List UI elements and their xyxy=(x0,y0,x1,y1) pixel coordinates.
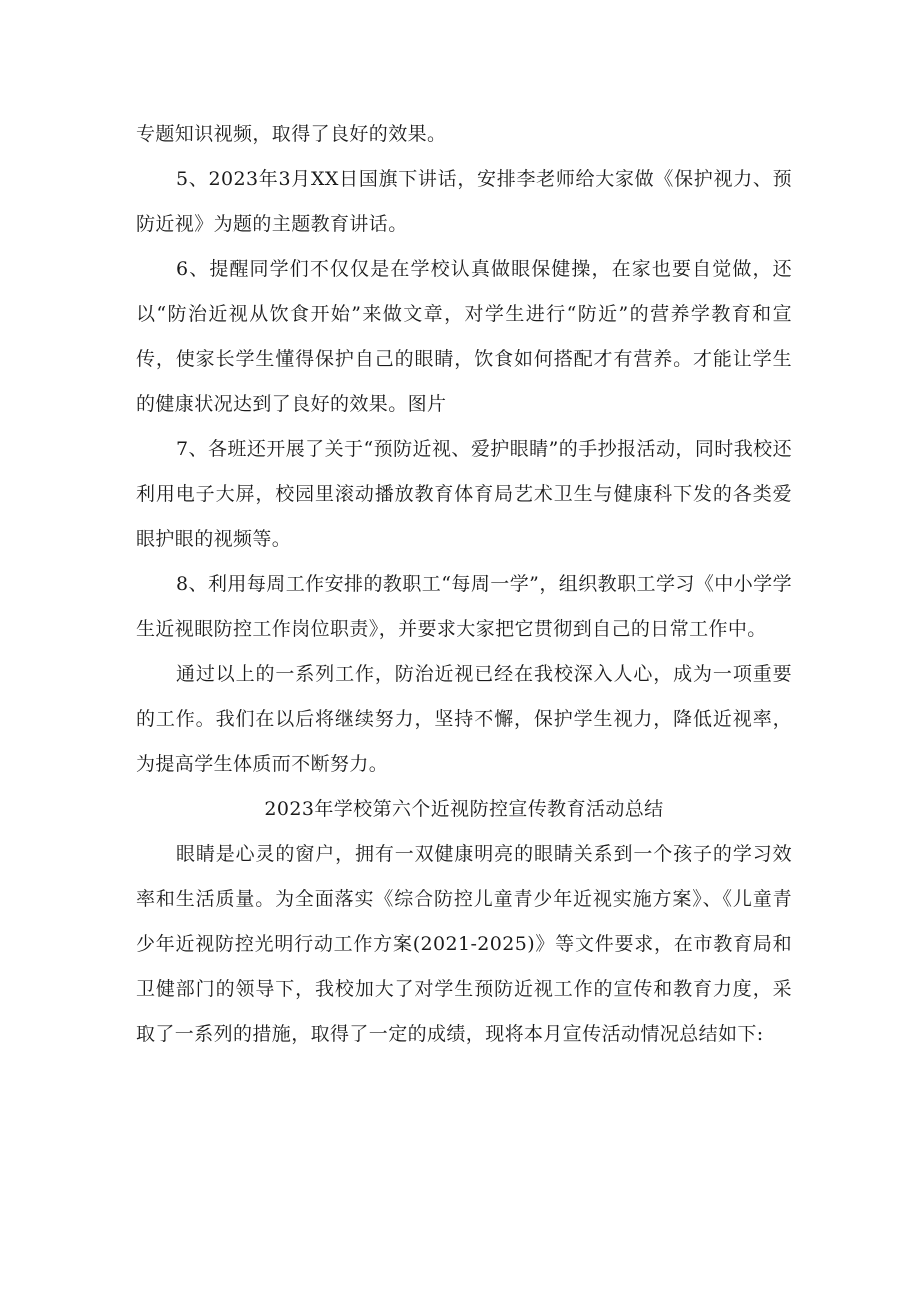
paragraph-item-6: 6、提醒同学们不仅仅是在学校认真做眼保健操，在家也要自觉做，还以“防治近视从饮食开始”来做文章，对学生进行“防近”的营养学教育和宣传，使家长学生懂得保护自己的眼睛，饮食如何搭配才有营养。才能让学生的健康状况达到了良好的效果。图片 xyxy=(136,258,792,415)
paragraph-item-5: 5、2023年3月XX日国旗下讲话，安排李老师给大家做《保护视力、预防近视》为题的主题教育讲话。 xyxy=(136,168,792,235)
paragraph-continued: 专题知识视频，取得了良好的效果。 xyxy=(136,123,447,145)
paragraph-intro: 眼睛是心灵的窗户，拥有一双健康明亮的眼睛关系到一个孩子的学习效率和生活质量。为全面落实《综合防控儿童青少年近视实施方案》、《儿童青少年近视防控光明行动工作方案(2021-2025)》等文件要求，在市教育局和卫健部门的领导下，我校加大了对学生预防近视工作的宣传和教育力度，采取了一系列的措施，取得了一定的成绩，现将本月宣传活动情况总结如下: xyxy=(136,843,792,1045)
section-heading: 2023年学校第六个近视防控宣传教育活动总结 xyxy=(264,798,664,820)
paragraph-conclusion: 通过以上的一系列工作，防治近视已经在我校深入人心，成为一项重要的工作。我们在以后将继续努力，坚持不懈，保护学生视力，降低近视率，为提高学生体质而不断努力。 xyxy=(136,663,792,775)
paragraph-item-7: 7、各班还开展了关于“预防近视、爱护眼睛”的手抄报活动，同时我校还利用电子大屏，校园里滚动播放教育体育局艺术卫生与健康科下发的各类爱眼护眼的视频等。 xyxy=(136,438,792,550)
document-body xyxy=(136,112,792,1057)
paragraph-item-8: 8、利用每周工作安排的教职工“每周一学”，组织教职工学习《中小学学生近视眼防控工作岗位职责》，并要求大家把它贯彻到自己的日常工作中。 xyxy=(136,573,792,640)
